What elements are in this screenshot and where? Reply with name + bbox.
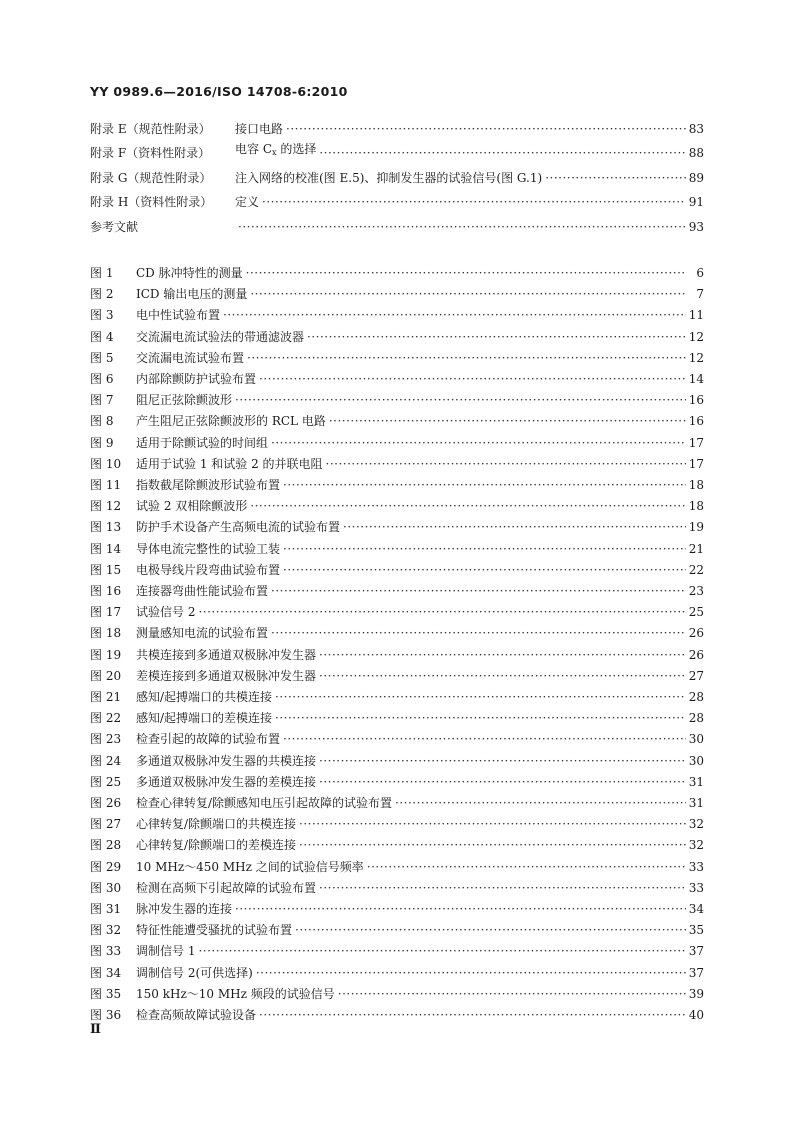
dot-leader	[395, 796, 686, 810]
entry-title	[136, 499, 247, 513]
dot-leader	[299, 817, 686, 831]
figure-entry[interactable]	[90, 516, 704, 534]
entry-title-text: 差模连接到多通道双极脉冲发生器	[136, 668, 317, 683]
entry-title	[136, 669, 316, 683]
entry-label: 图 35	[90, 986, 122, 1001]
entry-title-subscript: x	[272, 148, 277, 158]
entry-label: 图 7	[90, 393, 114, 408]
figure-entry[interactable]	[90, 813, 704, 831]
dot-leader	[275, 690, 686, 704]
entry-page-number: 17	[688, 456, 704, 471]
figure-entry[interactable]	[90, 962, 704, 980]
entry-page-number: 21	[688, 541, 704, 556]
entry-page-number: 30	[688, 753, 704, 768]
entry-label: 附录 G（规范性附录）	[90, 170, 212, 185]
entry-title-text: 阻尼正弦除颤波形	[136, 393, 233, 408]
entry-title-text: ICD 输出电压的测量	[136, 287, 248, 302]
entry-page-number: 16	[688, 393, 704, 408]
entry-page-number: 26	[688, 647, 704, 662]
entry-page-number: 93	[688, 219, 704, 234]
entry-label: 附录 H（资料性附录）	[90, 195, 213, 210]
figure-entry[interactable]	[90, 686, 704, 704]
dot-leader	[319, 648, 686, 662]
entry-title-suffix: 的选择	[276, 142, 317, 157]
entry-page-number: 32	[688, 817, 704, 832]
entry-title-text: 测量感知电流的试验布置	[136, 626, 269, 641]
dot-leader	[326, 457, 686, 471]
figure-entry[interactable]	[90, 410, 704, 428]
figure-entry[interactable]	[90, 432, 704, 450]
entry-title	[136, 351, 244, 365]
standard-id-header: YY 0989.6—2016/ISO 14708-6:2010	[90, 84, 348, 99]
entry-title	[136, 372, 256, 386]
entry-title	[136, 838, 296, 852]
dot-leader	[286, 122, 686, 136]
dot-leader	[295, 923, 686, 937]
figure-entry[interactable]	[90, 834, 704, 852]
figure-entry[interactable]	[90, 601, 704, 619]
entry-title-text: 产生阻尼正弦除颤波形的 RCL 电路	[136, 414, 326, 429]
dot-leader	[235, 393, 686, 407]
figure-entry[interactable]	[90, 538, 704, 556]
entry-title	[136, 287, 247, 301]
dot-leader	[271, 584, 686, 598]
entry-page-number: 39	[688, 986, 704, 1001]
dot-leader	[247, 351, 686, 365]
entry-page-number: 31	[688, 796, 704, 810]
appendix-entry[interactable]	[90, 216, 704, 234]
entry-title	[136, 966, 253, 980]
entry-title	[136, 457, 323, 471]
entry-title-text: CD 脉冲特性的测量	[136, 266, 243, 280]
entry-label: 图 28	[90, 838, 122, 853]
entry-title	[136, 520, 340, 534]
entry-title	[136, 690, 272, 704]
figure-entry[interactable]	[90, 347, 704, 365]
entry-page-number: 16	[688, 414, 704, 429]
figure-entry[interactable]	[90, 559, 704, 577]
entry-title-text: 调制信号 1	[136, 944, 196, 959]
entry-title-text: 接口电路	[235, 122, 284, 136]
entry-title	[136, 923, 292, 937]
figure-entry[interactable]	[90, 771, 704, 789]
appendix-entry[interactable]	[90, 167, 704, 185]
figure-entry[interactable]	[90, 877, 704, 895]
dot-leader	[343, 520, 686, 534]
entry-page-number: 37	[688, 965, 704, 980]
entry-title-text: 电极导线片段弯曲试验布置	[136, 562, 281, 577]
entry-title-text: 交流漏电流试验法的带通滤波器	[136, 329, 305, 344]
figure-entry[interactable]	[90, 495, 704, 513]
entry-label: 附录 F（资料性附录）	[90, 146, 211, 161]
entry-title	[136, 1008, 256, 1022]
figure-entry[interactable]	[90, 728, 704, 746]
entry-label: 图 3	[90, 308, 114, 323]
figure-entry[interactable]	[90, 262, 704, 280]
entry-title-text: 注入网络的校准(图 E.5)、抑制发生器的试验信号(图 G.1)	[235, 170, 543, 185]
entry-title-text: 多通道双极脉冲发生器的差模连接	[136, 774, 317, 789]
entry-label: 图 4	[90, 329, 114, 344]
entry-title	[136, 754, 316, 768]
entry-page-number: 22	[688, 562, 704, 577]
entry-title	[136, 732, 280, 746]
entry-label: 图 36	[90, 1008, 122, 1022]
entry-page-number: 31	[688, 774, 704, 789]
entry-title-text: 多通道双极脉冲发生器的共模连接	[136, 753, 317, 768]
figure-entry[interactable]	[90, 453, 704, 471]
entry-label: 图 2	[90, 287, 114, 302]
entry-title	[136, 860, 364, 874]
dot-leader	[238, 220, 686, 234]
entry-label: 图 5	[90, 350, 114, 365]
entry-title	[136, 436, 268, 450]
entry-label: 附录 E（规范性附录）	[90, 122, 211, 136]
entry-title	[136, 775, 316, 789]
figure-entry[interactable]	[90, 580, 704, 598]
entry-title-text: 共模连接到多通道双极脉冲发生器	[136, 647, 317, 662]
entry-title	[136, 478, 280, 492]
dot-leader	[283, 563, 686, 577]
entry-title	[136, 648, 316, 662]
dot-leader	[235, 902, 686, 916]
entry-label: 图 24	[90, 753, 122, 768]
dot-leader	[319, 881, 686, 895]
figure-entry[interactable]	[90, 983, 704, 1001]
entry-title	[136, 330, 304, 344]
entry-title-text: 检测在高频下引起故障的试验布置	[136, 880, 317, 895]
entry-title-text: 指数截尾除颤波形试验布置	[136, 478, 281, 492]
entry-label: 图 23	[90, 732, 122, 747]
entry-page-number: 33	[688, 880, 704, 895]
dot-leader	[307, 330, 686, 344]
entry-label: 图 33	[90, 944, 122, 959]
dot-leader	[275, 711, 686, 725]
entry-label: 图 16	[90, 584, 122, 598]
figure-entry[interactable]	[90, 792, 704, 810]
entry-title-text: 150 kHz～10 MHz 频段的试验信号	[136, 986, 335, 1001]
entry-title-text: 心律转复/除颤端口的差模连接	[136, 838, 297, 853]
figure-entry[interactable]	[90, 283, 704, 301]
entry-title	[136, 266, 243, 280]
entry-label: 图 13	[90, 520, 122, 535]
entry-title-text: 检查高频故障试验设备	[136, 1008, 257, 1022]
entry-label: 图 22	[90, 711, 122, 726]
dot-leader	[250, 287, 687, 301]
entry-label: 图 31	[90, 902, 122, 916]
entry-page-number: 27	[688, 668, 704, 683]
entry-page-number: 28	[688, 711, 704, 726]
entry-title	[136, 414, 326, 428]
entry-title	[235, 171, 542, 185]
entry-title-text: 交流漏电流试验布置	[136, 350, 245, 365]
figure-entry[interactable]	[90, 707, 704, 725]
entry-page-number: 88	[688, 146, 704, 161]
entry-title	[235, 122, 283, 136]
entry-title-text: 导体电流完整性的试验工装	[136, 541, 281, 556]
entry-label: 参考文献	[90, 219, 139, 234]
entry-page-number: 19	[688, 520, 704, 535]
entry-title-text: 脉冲发生器的连接	[136, 902, 233, 916]
entry-label: 图 34	[90, 965, 122, 980]
entry-title	[136, 944, 195, 958]
entry-title-text: 心律转复/除颤端口的共模连接	[136, 817, 297, 832]
figure-entry[interactable]	[90, 474, 704, 492]
dot-leader	[271, 626, 686, 640]
dot-leader	[319, 775, 686, 789]
entry-title-text: 试验 2 双相除颤波形	[136, 499, 248, 514]
entry-title	[136, 817, 296, 831]
entry-label: 图 21	[90, 690, 122, 704]
entry-page-number: 34	[688, 902, 704, 916]
figure-entry[interactable]	[90, 1004, 704, 1022]
entry-label: 图 11	[90, 478, 122, 492]
dot-leader	[250, 499, 685, 513]
entry-title-text: 感知/起搏端口的共模连接	[136, 690, 273, 704]
dot-leader	[271, 436, 686, 450]
entry-page-number: 18	[688, 499, 704, 514]
entry-title	[136, 563, 280, 577]
entry-page-number: 28	[688, 690, 704, 704]
dot-leader	[338, 987, 686, 1001]
entry-page-number: 33	[688, 859, 704, 874]
entry-title-text: 检查引起的故障的试验布置	[136, 732, 281, 747]
entry-page-number: 25	[688, 605, 704, 620]
appendix-entry[interactable]	[90, 142, 704, 160]
dot-leader	[259, 372, 686, 386]
figure-entry[interactable]	[90, 750, 704, 768]
entry-title-text: 适用于除颤试验的时间组	[136, 435, 269, 450]
figure-entry[interactable]	[90, 368, 704, 386]
entry-title-text: 适用于试验 1 和试验 2 的并联电阻	[136, 456, 323, 471]
entry-title-text: 电容 C	[235, 142, 272, 157]
entry-title	[136, 308, 220, 322]
entry-label: 图 26	[90, 796, 122, 810]
figure-entry[interactable]	[90, 389, 704, 407]
dot-leader	[223, 308, 686, 322]
dot-leader	[545, 171, 686, 185]
entry-title-text: 特征性能遭受骚扰的试验布置	[136, 923, 293, 938]
figure-entry[interactable]	[90, 665, 704, 683]
entry-title	[136, 542, 280, 556]
entry-title-text: 连接器弯曲性能试验布置	[136, 584, 269, 598]
entry-title	[136, 605, 195, 619]
page-numeral: Ⅱ	[90, 1022, 101, 1037]
figure-entry[interactable]	[90, 856, 704, 874]
entry-label: 图 9	[90, 435, 114, 450]
entry-title	[235, 195, 259, 209]
dot-leader	[198, 605, 685, 619]
dot-leader	[283, 732, 686, 746]
dot-leader	[262, 195, 686, 209]
dot-leader	[319, 754, 686, 768]
entry-page-number: 89	[688, 170, 704, 185]
entry-title	[235, 142, 316, 160]
entry-page-number: 83	[688, 122, 704, 136]
appendix-entry[interactable]	[90, 118, 704, 136]
entry-label: 图 10	[90, 456, 122, 471]
entry-page-number: 7	[696, 287, 704, 302]
appendix-entry[interactable]	[90, 191, 704, 209]
entry-label: 图 15	[90, 562, 122, 577]
entry-title	[136, 902, 232, 916]
entry-label: 图 6	[90, 372, 114, 386]
entry-page-number: 12	[688, 350, 704, 365]
figure-entry[interactable]	[90, 622, 704, 640]
entry-label: 图 8	[90, 414, 114, 429]
entry-title	[136, 626, 268, 640]
dot-leader	[329, 414, 686, 428]
entry-title	[136, 393, 232, 407]
entry-title-text: 检查心律转复/除颤感知电压引起故障的试验布置	[136, 796, 393, 810]
entry-label: 图 14	[90, 541, 122, 556]
figure-entry[interactable]	[90, 644, 704, 662]
entry-page-number: 32	[688, 838, 704, 853]
entry-title-text: 定义	[235, 195, 260, 210]
dot-leader	[319, 669, 686, 683]
entry-label: 图 12	[90, 499, 122, 514]
entry-label: 图 29	[90, 859, 122, 874]
entry-label: 图 27	[90, 817, 122, 832]
entry-page-number: 30	[688, 732, 704, 747]
dot-leader	[259, 1008, 686, 1022]
figure-entry[interactable]	[90, 898, 704, 916]
entry-label: 图 1	[90, 266, 114, 280]
entry-title-text: 电中性试验布置	[136, 308, 221, 323]
dot-leader	[367, 860, 686, 874]
entry-page-number: 18	[688, 478, 704, 492]
entry-page-number: 26	[688, 626, 704, 641]
entry-title	[136, 584, 268, 598]
figure-entry[interactable]	[90, 326, 704, 344]
entry-title-text: 试验信号 2	[136, 605, 196, 620]
entry-title	[136, 796, 392, 810]
dot-leader	[319, 146, 685, 160]
entry-page-number: 14	[688, 372, 704, 386]
entry-label: 图 19	[90, 647, 122, 662]
entry-page-number: 35	[688, 923, 704, 938]
entry-title-text: 内部除颤防护试验布置	[136, 372, 257, 386]
entry-label: 图 20	[90, 668, 122, 683]
entry-page-number: 40	[688, 1008, 704, 1022]
figure-entry[interactable]	[90, 304, 704, 322]
entry-page-number: 11	[688, 308, 704, 323]
entry-page-number: 6	[696, 266, 704, 280]
entry-title	[136, 987, 335, 1001]
dot-leader	[198, 944, 685, 958]
dot-leader	[283, 478, 686, 492]
entry-title-text: 10 MHz～450 MHz 之间的试验信号频率	[136, 859, 364, 874]
figure-entry[interactable]	[90, 940, 704, 958]
entry-title	[136, 711, 272, 725]
entry-page-number: 37	[688, 944, 704, 959]
dot-leader	[283, 542, 686, 556]
entry-label: 图 25	[90, 774, 122, 789]
entry-page-number: 17	[688, 435, 704, 450]
entry-label: 图 30	[90, 880, 122, 895]
entry-label: 图 32	[90, 923, 122, 938]
entry-page-number: 12	[688, 329, 704, 344]
dot-leader	[246, 266, 687, 280]
entry-title	[136, 881, 316, 895]
entry-label: 图 18	[90, 626, 122, 641]
entry-page-number: 91	[688, 195, 704, 210]
entry-page-number: 23	[688, 584, 704, 598]
dot-leader	[299, 838, 686, 852]
entry-title-text: 感知/起搏端口的差模连接	[136, 711, 273, 726]
entry-title-text: 防护手术设备产生高频电流的试验布置	[136, 520, 341, 535]
entry-title-text: 调制信号 2(可供选择)	[136, 965, 253, 980]
entry-label: 图 17	[90, 605, 122, 620]
dot-leader	[256, 966, 686, 980]
figure-entry[interactable]	[90, 919, 704, 937]
